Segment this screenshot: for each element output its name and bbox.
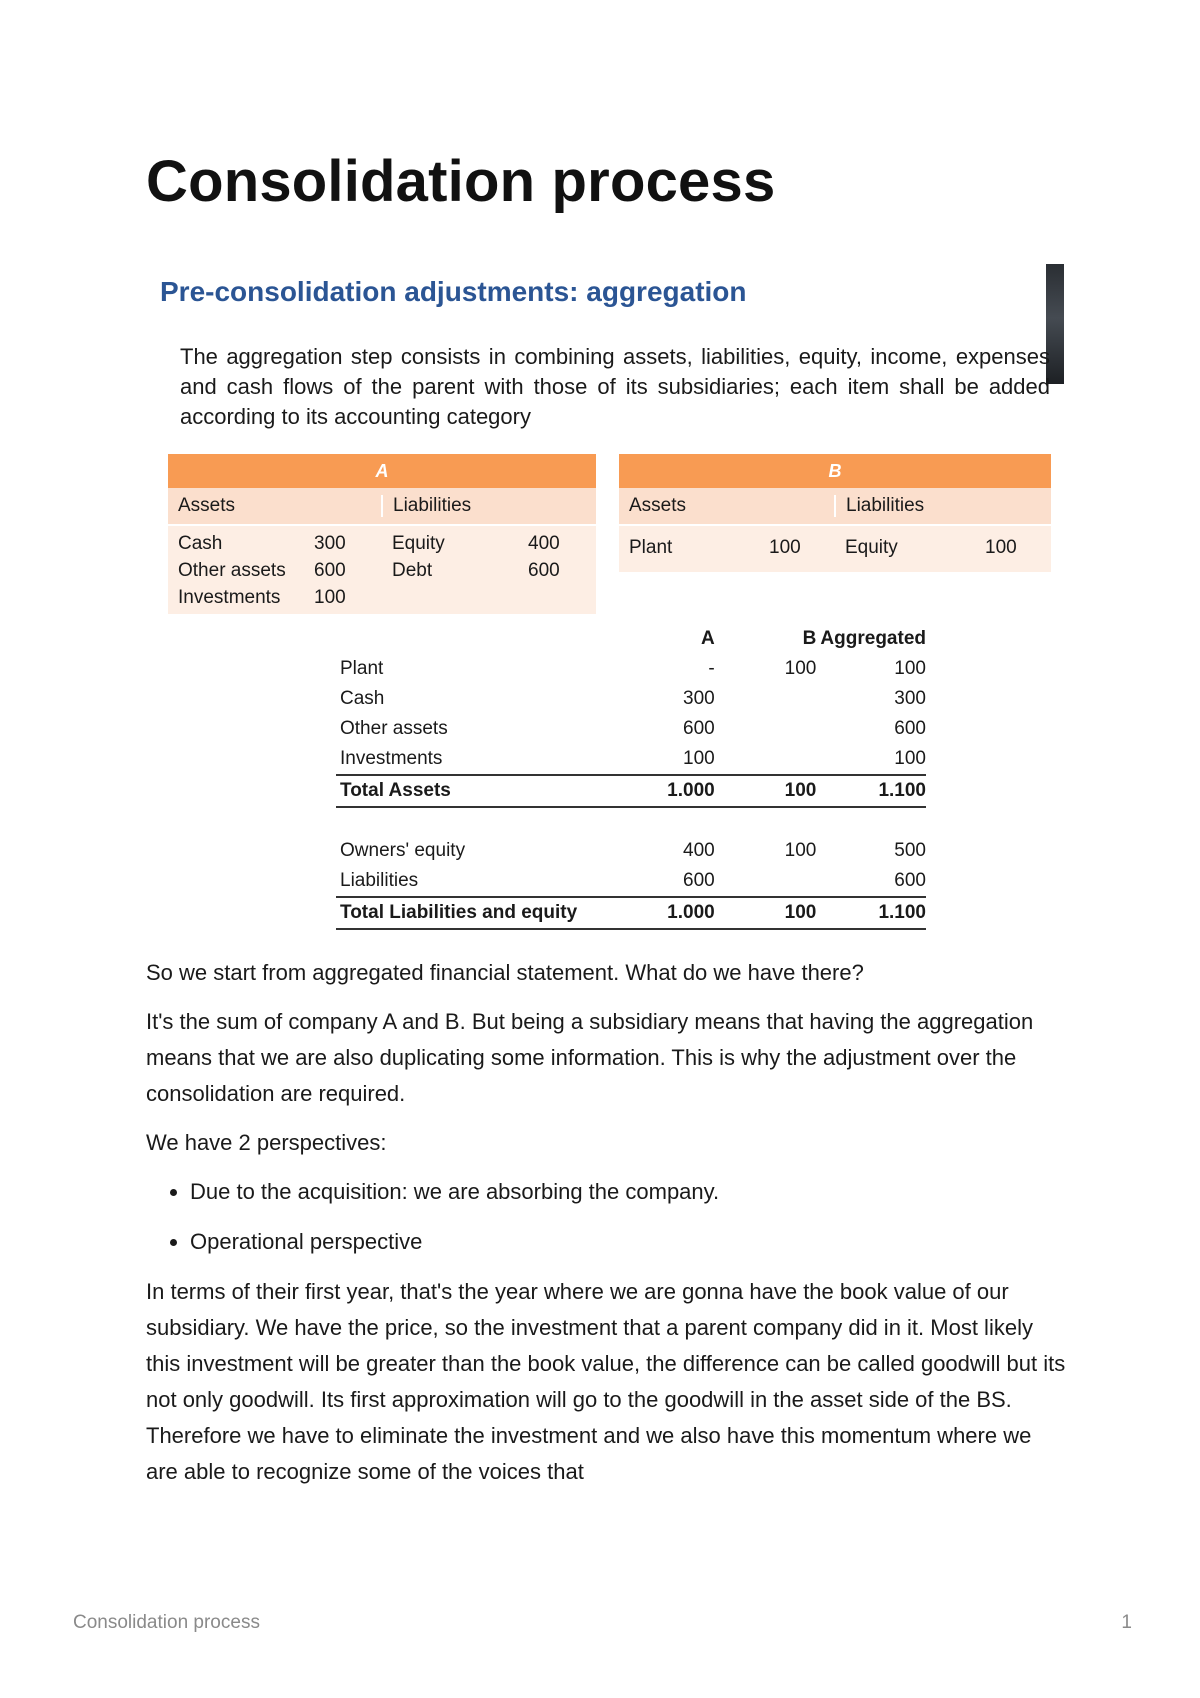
page-title: Consolidation process	[146, 149, 776, 214]
balance-sheet-b-title: B	[619, 454, 1051, 488]
liabilities-header: Liabilities	[381, 495, 596, 517]
balance-sheet-b	[619, 454, 1051, 572]
paragraph: So we start from aggregated financial statement. What do we have there?	[146, 960, 864, 985]
table-row: Investments 100 100	[340, 748, 926, 769]
bs-row: Plant 100	[629, 537, 801, 558]
assets-header: Assets	[178, 495, 236, 516]
slide-intro: The aggregation step consists in combining assets, liabilities, equity, income, expenses and cash flows of the parent with those of its subsidiaries; each item shall be added according to its accounting category	[180, 344, 1050, 429]
list-item: • Due to the acquisition: we are absorbing the company.	[190, 1174, 1066, 1210]
total-liabilities-row: Total Liabilities and equity 1.000 100 1.100	[336, 896, 926, 930]
paragraph: It's the sum of company A and B. But being a subsidiary means that having the aggregation means that we are also duplicating some information. This is why the adjustment over the consolidation are required.	[146, 1009, 1034, 1106]
bs-row: Other assets 600	[178, 560, 346, 581]
bs-row: Investments 100	[178, 587, 346, 608]
page-number: 1	[1121, 1612, 1132, 1633]
table-row: Liabilities 600 600	[340, 870, 926, 891]
table-row: Plant - 100 100	[340, 658, 926, 679]
paragraph: In terms of their first year, that's the year where we are gonna have the book value of our subsidiary. We have the price, so the investment that a parent company did in it. Most likely this investment will be greater than the book value, the difference can be called goodwill but its not only goodwill. Its first approximation will go to the goodwill in the asset side of the BS. Therefore we have to eliminate the investment and we also have this momentum where we are able to recognize some of the voices that	[146, 1279, 1066, 1484]
bs-row: Equity 400	[392, 533, 560, 554]
table-header-row: A B Aggregated	[700, 628, 926, 649]
assets-header: Assets	[629, 495, 687, 516]
liabilities-header: Liabilities	[834, 495, 1051, 517]
table-row: Other assets 600 600	[340, 718, 926, 739]
balance-sheet-a-title: A	[168, 454, 596, 488]
footer-title: Consolidation process	[73, 1612, 260, 1633]
bs-row: Equity 100	[845, 537, 1017, 558]
balance-sheet-a	[168, 454, 596, 614]
aggregated-table	[336, 624, 926, 930]
bs-row: Cash 300	[178, 533, 346, 554]
slide-image	[146, 262, 1064, 922]
bs-row: Debt 600	[392, 560, 560, 581]
body-text	[146, 955, 1066, 1503]
table-row: Owners' equity 400 100 500	[340, 840, 926, 861]
table-row: Cash 300 300	[340, 688, 926, 709]
paragraph: We have 2 perspectives:	[146, 1130, 387, 1155]
total-assets-row: Total Assets 1.000 100 1.100	[336, 774, 926, 808]
slide-heading: Pre-consolidation adjustments: aggregation	[160, 276, 747, 307]
bullet-list	[146, 1174, 1066, 1260]
list-item: • Operational perspective	[190, 1224, 1066, 1260]
